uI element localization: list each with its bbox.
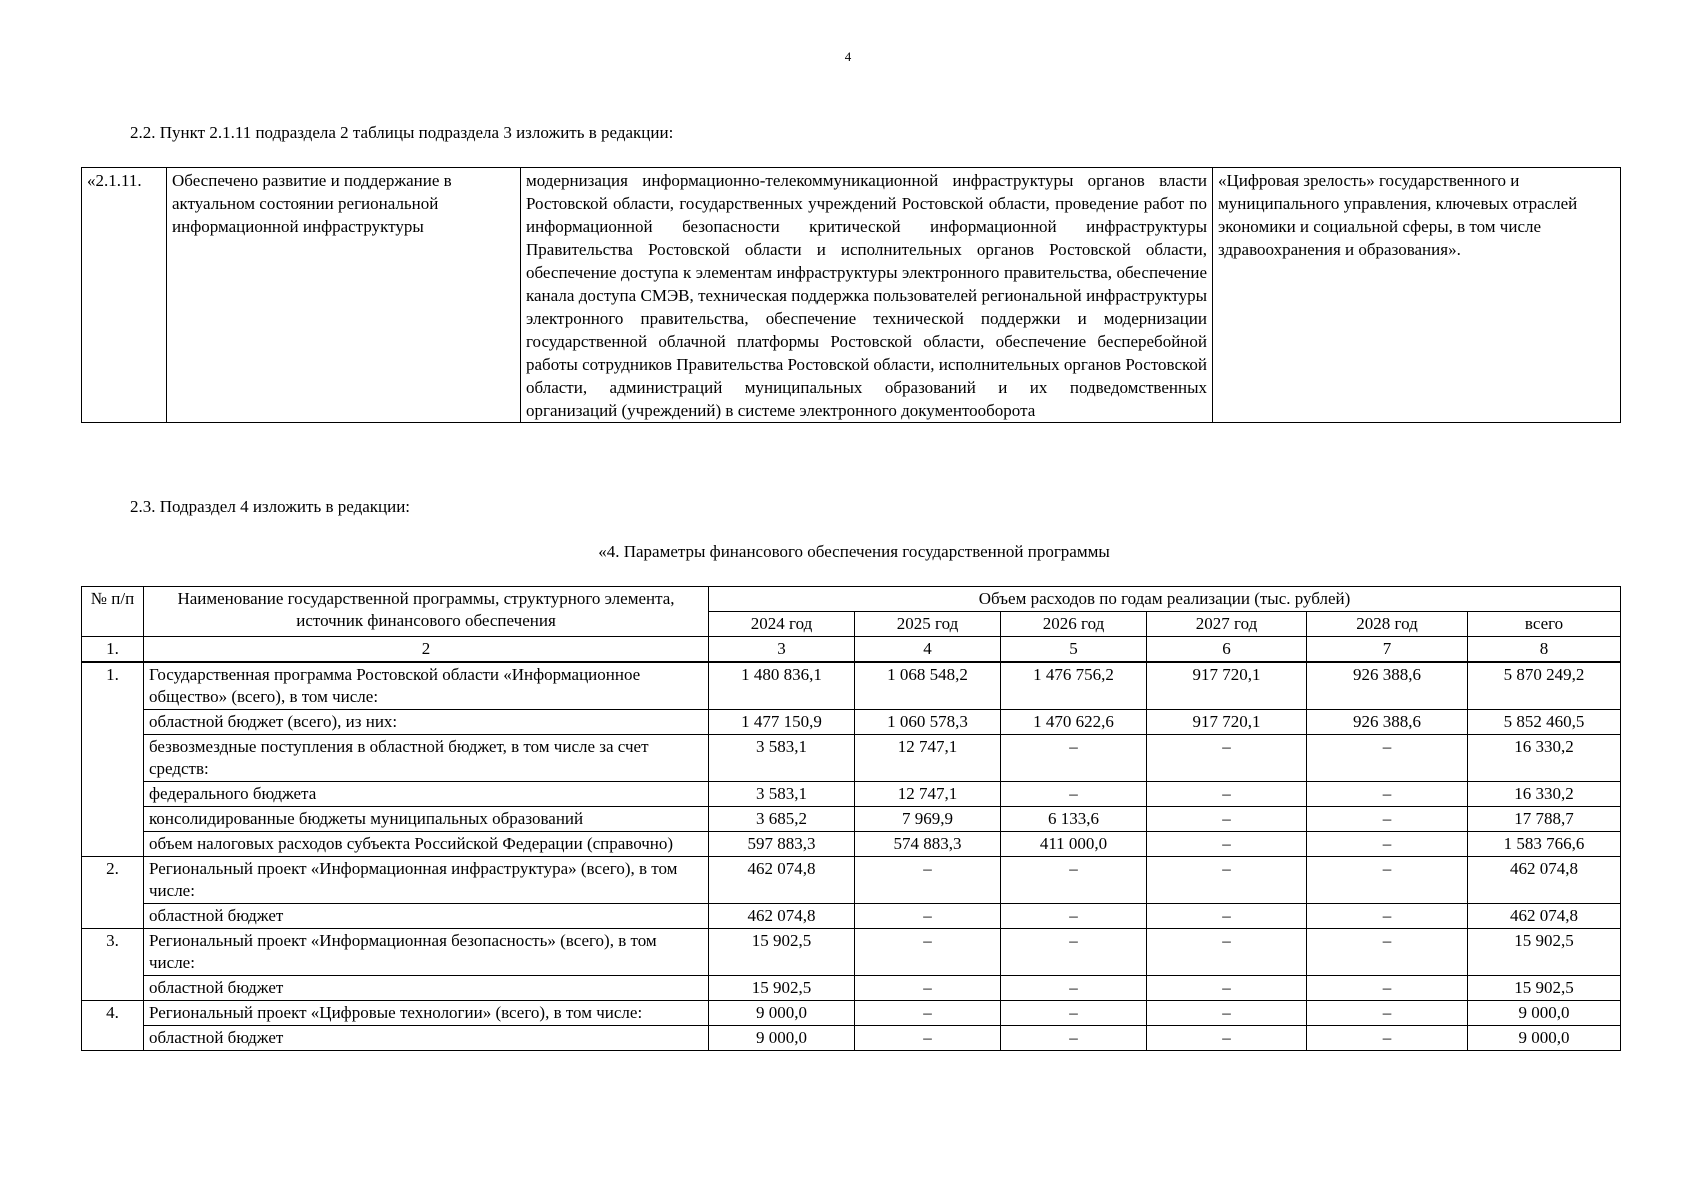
row-total-value: 9 000,0: [1468, 1026, 1621, 1051]
row-total-value: 462 074,8: [1468, 904, 1621, 929]
item-task: Обеспечено развитие и поддержание в актуальном состоянии региональной информационной инфраструктуры: [167, 168, 521, 423]
header-name: Наименование государственной программы, структурного элемента, источник финансового обеспечения: [144, 587, 709, 637]
table-row: [82, 782, 1621, 807]
table-row: [82, 976, 1621, 1001]
row-year-value: –: [855, 1026, 1001, 1051]
row-name: Региональный проект «Цифровые технологии» (всего), в том числе:: [144, 1001, 709, 1026]
table-row: [82, 735, 1621, 782]
row-total-value: 1 583 766,6: [1468, 832, 1621, 857]
row-total-value: 5 852 460,5: [1468, 710, 1621, 735]
row-year-value: 3 583,1: [709, 735, 855, 782]
row-year-value: –: [1147, 904, 1307, 929]
table-row: [82, 1026, 1621, 1051]
row-year-value: 411 000,0: [1001, 832, 1147, 857]
row-year-value: –: [1307, 1026, 1468, 1051]
row-year-value: –: [1307, 976, 1468, 1001]
row-name: областной бюджет (всего), из них:: [144, 710, 709, 735]
row-year-value: –: [1001, 976, 1147, 1001]
row-year-value: 574 883,3: [855, 832, 1001, 857]
row-name: областной бюджет: [144, 1026, 709, 1051]
row-year-value: –: [1147, 1026, 1307, 1051]
row-name: федерального бюджета: [144, 782, 709, 807]
index-cell: 3: [709, 637, 855, 663]
row-number: 1.: [82, 662, 144, 857]
row-total-value: 17 788,7: [1468, 807, 1621, 832]
row-year-value: 6 133,6: [1001, 807, 1147, 832]
row-name: безвозмездные поступления в областной бюджет, в том числе за счет средств:: [144, 735, 709, 782]
section-4-title: «4. Параметры финансового обеспечения государственной программы: [598, 542, 1110, 561]
row-year-value: 917 720,1: [1147, 710, 1307, 735]
index-cell: 2: [144, 637, 709, 663]
page-number: 4: [844, 49, 852, 64]
table-row: [82, 168, 1621, 423]
row-year-value: –: [1147, 807, 1307, 832]
row-number: 2.: [82, 857, 144, 929]
row-year-value: –: [1001, 782, 1147, 807]
row-year-value: 9 000,0: [709, 1001, 855, 1026]
table-row: [82, 1001, 1621, 1026]
row-year-value: 1 470 622,6: [1001, 710, 1147, 735]
row-year-value: –: [1147, 832, 1307, 857]
row-year-value: –: [1307, 782, 1468, 807]
row-year-value: 9 000,0: [709, 1026, 855, 1051]
row-year-value: 462 074,8: [709, 904, 855, 929]
item-description: [521, 168, 1213, 423]
item-description-last-line: организаций (учреждений) в системе электронного документооборота: [526, 401, 1036, 420]
row-year-value: –: [1147, 929, 1307, 976]
row-year-value: 15 902,5: [709, 929, 855, 976]
item-result: «Цифровая зрелость» государственного и муниципального управления, ключевых отраслей экономики и социальной сферы, в том числе здравоохранения и образования».: [1213, 168, 1621, 423]
row-number: 3.: [82, 929, 144, 1001]
header-number: № п/п: [82, 587, 144, 637]
row-year-value: 462 074,8: [709, 857, 855, 904]
row-year-value: 1 068 548,2: [855, 662, 1001, 710]
row-year-value: –: [1001, 929, 1147, 976]
row-name: Региональный проект «Информационная безопасность» (всего), в том числе:: [144, 929, 709, 976]
table-header-row: [82, 587, 1621, 612]
row-year-value: –: [1147, 976, 1307, 1001]
row-year-value: –: [855, 929, 1001, 976]
row-total-value: 5 870 249,2: [1468, 662, 1621, 710]
header-year: 2027 год: [1147, 612, 1307, 637]
row-total-value: 462 074,8: [1468, 857, 1621, 904]
row-year-value: –: [855, 976, 1001, 1001]
row-name: областной бюджет: [144, 904, 709, 929]
row-year-value: 1 480 836,1: [709, 662, 855, 710]
row-year-value: 3 685,2: [709, 807, 855, 832]
row-year-value: –: [1001, 904, 1147, 929]
index-cell: 1.: [82, 637, 144, 663]
row-year-value: –: [855, 1001, 1001, 1026]
row-year-value: –: [855, 857, 1001, 904]
table-row: [82, 904, 1621, 929]
row-name: консолидированные бюджеты муниципальных образований: [144, 807, 709, 832]
row-year-value: 1 476 756,2: [1001, 662, 1147, 710]
row-year-value: 1 060 578,3: [855, 710, 1001, 735]
table-item-2-1-11: [81, 167, 1621, 423]
row-year-value: 917 720,1: [1147, 662, 1307, 710]
row-year-value: –: [1307, 832, 1468, 857]
row-year-value: –: [1147, 782, 1307, 807]
section-2-3-heading: 2.3. Подраздел 4 изложить в редакции:: [130, 497, 411, 516]
row-name: Региональный проект «Информационная инфраструктура» (всего), в том числе:: [144, 857, 709, 904]
row-year-value: –: [1307, 904, 1468, 929]
row-year-value: –: [1001, 1026, 1147, 1051]
row-year-value: –: [1307, 857, 1468, 904]
table-row: [82, 929, 1621, 976]
index-cell: 6: [1147, 637, 1307, 663]
index-cell: 4: [855, 637, 1001, 663]
index-cell: 8: [1468, 637, 1621, 663]
row-year-value: 926 388,6: [1307, 710, 1468, 735]
header-volume: Объем расходов по годам реализации (тыс. рублей): [709, 587, 1621, 612]
row-name: областной бюджет: [144, 976, 709, 1001]
row-year-value: –: [1307, 929, 1468, 976]
header-year: 2028 год: [1307, 612, 1468, 637]
row-year-value: 926 388,6: [1307, 662, 1468, 710]
row-year-value: –: [1307, 735, 1468, 782]
row-year-value: 1 477 150,9: [709, 710, 855, 735]
row-year-value: 3 583,1: [709, 782, 855, 807]
table-row: [82, 832, 1621, 857]
header-year: 2025 год: [855, 612, 1001, 637]
header-year: 2024 год: [709, 612, 855, 637]
row-year-value: –: [1001, 857, 1147, 904]
row-year-value: 597 883,3: [709, 832, 855, 857]
row-total-value: 9 000,0: [1468, 1001, 1621, 1026]
row-year-value: –: [1307, 1001, 1468, 1026]
row-total-value: 15 902,5: [1468, 976, 1621, 1001]
row-year-value: 7 969,9: [855, 807, 1001, 832]
index-cell: 5: [1001, 637, 1147, 663]
row-year-value: –: [1147, 857, 1307, 904]
row-total-value: 16 330,2: [1468, 735, 1621, 782]
header-year: 2026 год: [1001, 612, 1147, 637]
table-row: [82, 807, 1621, 832]
row-year-value: –: [855, 904, 1001, 929]
row-year-value: 15 902,5: [709, 976, 855, 1001]
section-2-2-heading: 2.2. Пункт 2.1.11 подраздела 2 таблицы подраздела 3 изложить в редакции:: [130, 123, 674, 142]
index-cell: 7: [1307, 637, 1468, 663]
table-row: [82, 857, 1621, 904]
row-total-value: 15 902,5: [1468, 929, 1621, 976]
row-year-value: –: [1307, 807, 1468, 832]
row-year-value: –: [1147, 1001, 1307, 1026]
financing-table-body: [82, 587, 1621, 1051]
row-year-value: –: [1001, 1001, 1147, 1026]
table-row: [82, 710, 1621, 735]
table-index-row: [82, 637, 1621, 663]
row-year-value: 12 747,1: [855, 782, 1001, 807]
table-row: [82, 662, 1621, 710]
item-number: «2.1.11.: [82, 168, 167, 423]
row-name: объем налоговых расходов субъекта Российской Федерации (справочно): [144, 832, 709, 857]
row-year-value: 12 747,1: [855, 735, 1001, 782]
item-description-text: модернизация информационно-телекоммуникационной инфраструктуры органов власти Ростовской области, государственных учреждений Ростовской области, проведение работ по информационной безопасности критической информационной инфраструктуры Правительства Ростовской области и исполнительных органов Ростовской области, обеспечение доступа к элементам инфраструктуры электронного правительства, обеспечение канала доступа СМЭВ, техническая поддержка пользователей региональной инфраструктуры электронного правительства, обеспечение технической поддержки и модернизации государственной облачной платформы Ростовской области, обеспечение бесперебойной работы сотрудников Правительства Ростовской области, исполнительных органов Ростовской области, администраций муниципальных образований и их подведомственных: [526, 171, 1207, 397]
row-name: Государственная программа Ростовской области «Информационное общество» (всего), в том числе:: [144, 662, 709, 710]
row-year-value: –: [1147, 735, 1307, 782]
financing-table: [81, 586, 1621, 1051]
row-total-value: 16 330,2: [1468, 782, 1621, 807]
row-year-value: –: [1001, 735, 1147, 782]
row-number: 4.: [82, 1001, 144, 1051]
header-total: всего: [1468, 612, 1621, 637]
